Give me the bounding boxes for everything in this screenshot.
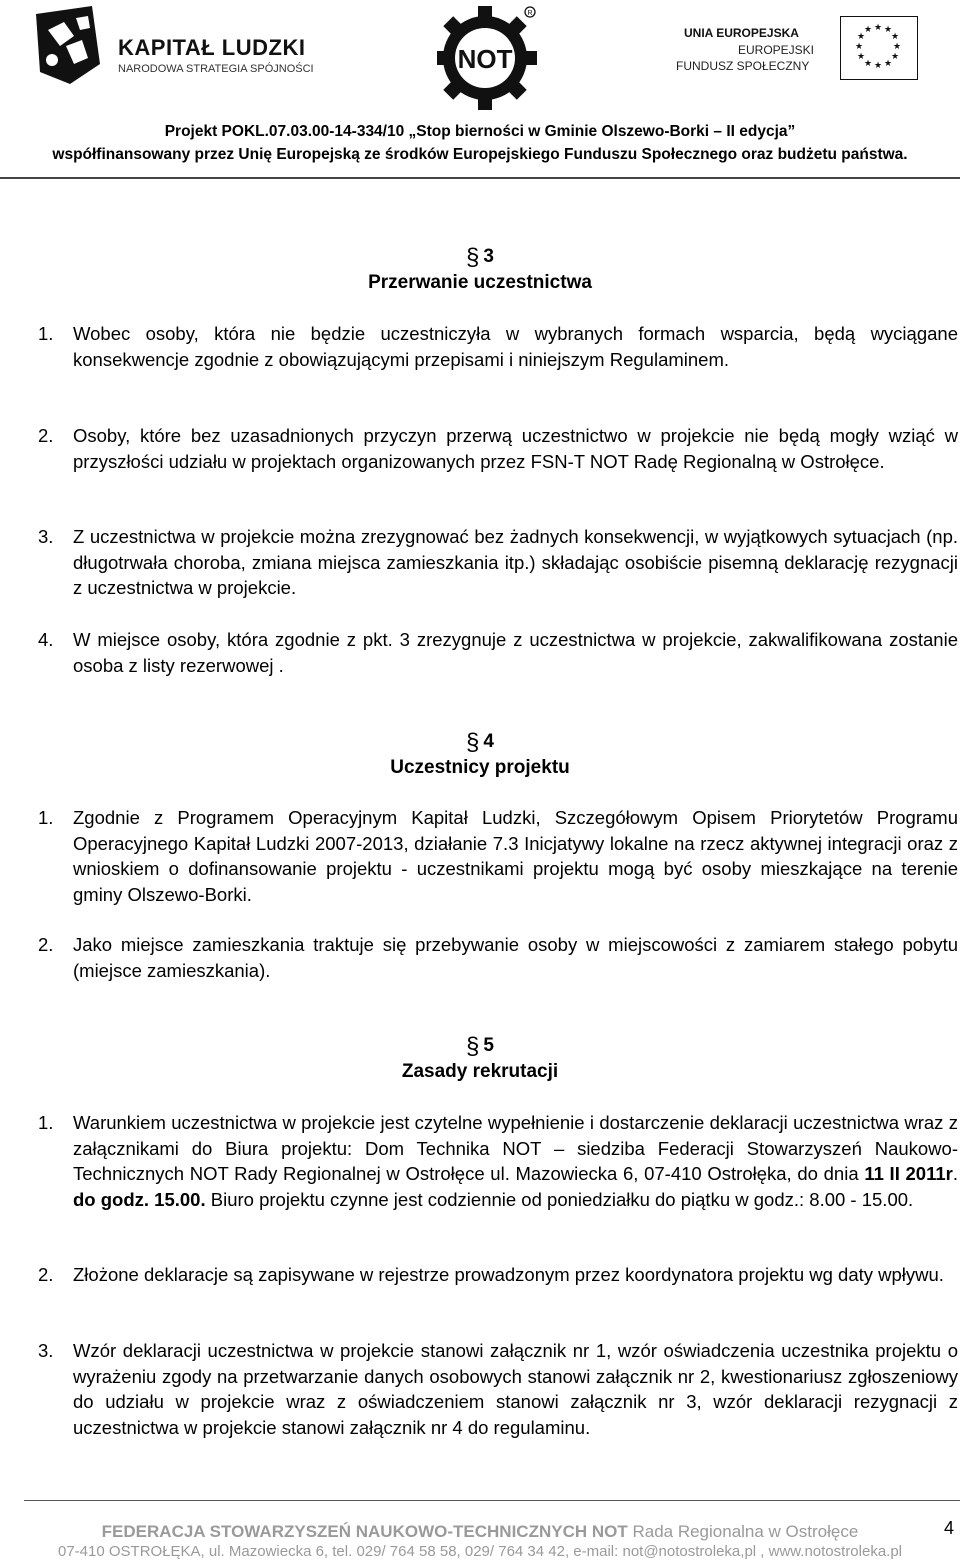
eu-line3: FUNDUSZ SPOŁECZNY — [676, 59, 810, 73]
svg-text:R: R — [527, 10, 533, 17]
not-logo-text: NOT — [457, 44, 513, 74]
item-number: 2. — [38, 1264, 54, 1285]
footer-org-name: FEDERACJA STOWARZYSZEŃ NAUKOWO-TECHNICZNYCH NOT — [101, 1522, 628, 1541]
kl-subtitle: NARODOWA STRATEGIA SPÓJNOŚCI — [118, 63, 314, 75]
section-title: Przerwanie uczestnictwa — [368, 272, 592, 293]
section-3-heading — [0, 244, 960, 295]
svg-text:★: ★ — [854, 42, 864, 52]
item-text — [73, 1110, 958, 1212]
list-item — [38, 1262, 958, 1288]
section-title: Zasady rekrutacji — [401, 1061, 559, 1082]
kl-title: KAPITAŁ LUDZKI — [118, 35, 306, 60]
section-title: Uczestnicy projektu — [390, 757, 570, 778]
item-number: 2. — [38, 934, 54, 955]
item-text: W miejsce osoby, która zgodnie z pkt. 3 zrezygnuje z uczestnictwa w projekcie, zakwalifikowana zostanie osoba z listy rezerwowej . — [73, 629, 958, 676]
svg-text:★: ★ — [856, 52, 866, 62]
list-item — [38, 627, 958, 678]
project-header-line2: współfinansowany przez Unię Europejską ze środków Europejskiego Funduszu Społecznego oraz budżetu państwa. — [52, 146, 908, 163]
section-number: § 4 — [0, 729, 960, 755]
svg-text:★: ★ — [890, 32, 900, 42]
kapital-ludzki-logo — [30, 6, 330, 86]
deadline-date: 11 II 2011r — [864, 1163, 953, 1184]
page-number: 4 — [943, 1518, 954, 1538]
item-number: 1. — [38, 1112, 54, 1133]
footer-line1 — [0, 1522, 960, 1542]
item-text-part: Warunkiem uczestnictwa w projekcie jest czytelne wypełnienie i dostarczenie deklaracji uczestnictwa wraz z załącznikami do Biura projektu: Dom Technika NOT – siedziba Federacji Stowarzyszeń Naukowo-Technicznych NOT Rady Regionalnej w Ostrołęce ul. Mazowiecka 6, 07-410 Ostrołęka, do dnia — [73, 1112, 958, 1184]
svg-text:★: ★ — [883, 59, 893, 69]
section-4-heading — [0, 729, 960, 780]
item-number: 4. — [38, 629, 54, 650]
item-text-part: . — [952, 1163, 958, 1184]
svg-text:★: ★ — [883, 25, 893, 35]
svg-text:★: ★ — [892, 42, 902, 52]
svg-text:★: ★ — [873, 61, 883, 71]
svg-text:★: ★ — [863, 25, 873, 35]
item-text: Zgodnie z Programem Operacyjnym Kapitał Ludzki, Szczegółowym Opisem Priorytetów Programu Operacyjnego Kapitał Ludzki 2007-2013, działanie 7.3 Inicjatywy lokalne na rzecz aktywnej integracji oraz z wnioskiem o dofinansowanie projektu - uczestnikami projektu mogą być osoby mieszkające na terenie gminy Olszewo-Borki. — [73, 807, 958, 905]
list-item — [38, 524, 958, 601]
item-text: Wzór deklaracji uczestnictwa w projekcie stanowi załącznik nr 1, wzór oświadczenia uczestnika projektu o wyrażeniu zgody na przetwarzanie danych osobowych stanowi załącznik nr 2, kwestionariusz zgłoszeniowy do udziału w projekcie wraz z oświadczeniem stanowi załącznik nr 3, wzór deklaracji rezygnacji z uczestnictwa w projekcie stanowi załącznik nr 4 do regulaminu. — [73, 1340, 958, 1438]
item-text: Z uczestnictwa w projekcie można zrezygnować bez żadnych konsekwencji, w wyjątkowych sytuacjach (np. długotrwała choroba, zmiana miejsca zamieszkania itp.) składając osobiście pisemną deklarację rezygnacji z uczestnictwa w projekcie. — [73, 526, 958, 598]
item-number: 3. — [38, 1340, 54, 1361]
item-text: Wobec osoby, która nie będzie uczestniczyła w wybranych formach wsparcia, będą wyciągane konsekwencje zgodnie z obowiązującymi przepisami i niniejszym Regulaminem. — [73, 323, 958, 370]
svg-text:★: ★ — [863, 59, 873, 69]
item-text: Złożone deklaracje są zapisywane w rejestrze prowadzonym przez koordynatora projektu wg daty wpływu. — [73, 1264, 944, 1285]
eu-line2: EUROPEJSKI — [738, 43, 815, 57]
list-item — [38, 423, 958, 474]
item-number: 3. — [38, 526, 54, 547]
deadline-time: do godz. 15.00. — [73, 1188, 206, 1210]
footer-divider — [24, 1500, 960, 1501]
item-number: 1. — [38, 807, 54, 828]
project-header-line1: Projekt POKL.07.03.00-14-334/10 „Stop bierności w Gminie Olszewo-Borki – II edycja” — [164, 123, 796, 140]
section-5-heading — [0, 1033, 960, 1084]
item-number: 2. — [38, 425, 54, 446]
list-item — [38, 805, 958, 907]
list-item — [38, 1338, 958, 1440]
svg-text:★: ★ — [873, 23, 883, 33]
section-number: § 5 — [0, 1033, 960, 1059]
eu-flag-icon — [840, 16, 918, 80]
footer-org-branch: Rada Regionalna w Ostrołęce — [627, 1522, 859, 1541]
item-text-part: Biuro projektu czynne jest codziennie od poniedziałku do piątku w godz.: 8.00 - 15.00. — [205, 1188, 914, 1210]
list-item — [38, 932, 958, 983]
not-logo — [437, 0, 537, 110]
list-item — [38, 1110, 958, 1212]
eu-title: UNIA EUROPEJSKA — [684, 26, 799, 40]
not-gear-icon — [437, 0, 537, 110]
item-text: Jako miejsce zamieszkania traktuje się przebywanie osoby w miejscowości z zamiarem stałego pobytu (miejsce zamieszkania). — [73, 934, 958, 981]
item-number: 1. — [38, 323, 54, 344]
svg-text:★: ★ — [856, 32, 866, 42]
kapital-ludzki-emblem-icon — [30, 6, 112, 86]
header-divider — [0, 177, 960, 179]
list-item — [38, 321, 958, 372]
eu-logo — [672, 16, 932, 86]
item-text: Osoby, które bez uzasadnionych przyczyn przerwą uczestnictwo w projekcie nie będą mogły wziąć w przyszłości udziału w projektach organizowanych przez FSN-T NOT Radę Regionalną w Ostrołęce. — [73, 425, 958, 472]
section-number: § 3 — [0, 244, 960, 270]
footer-contact: 07-410 OSTROŁĘKA, ul. Mazowiecka 6, tel. 029/ 764 58 58, 029/ 764 34 42, e-mail: not@notostroleka,pl , www.notostroleka.pl — [57, 1543, 903, 1560]
svg-text:★: ★ — [890, 52, 900, 62]
logo-bar — [0, 0, 960, 125]
